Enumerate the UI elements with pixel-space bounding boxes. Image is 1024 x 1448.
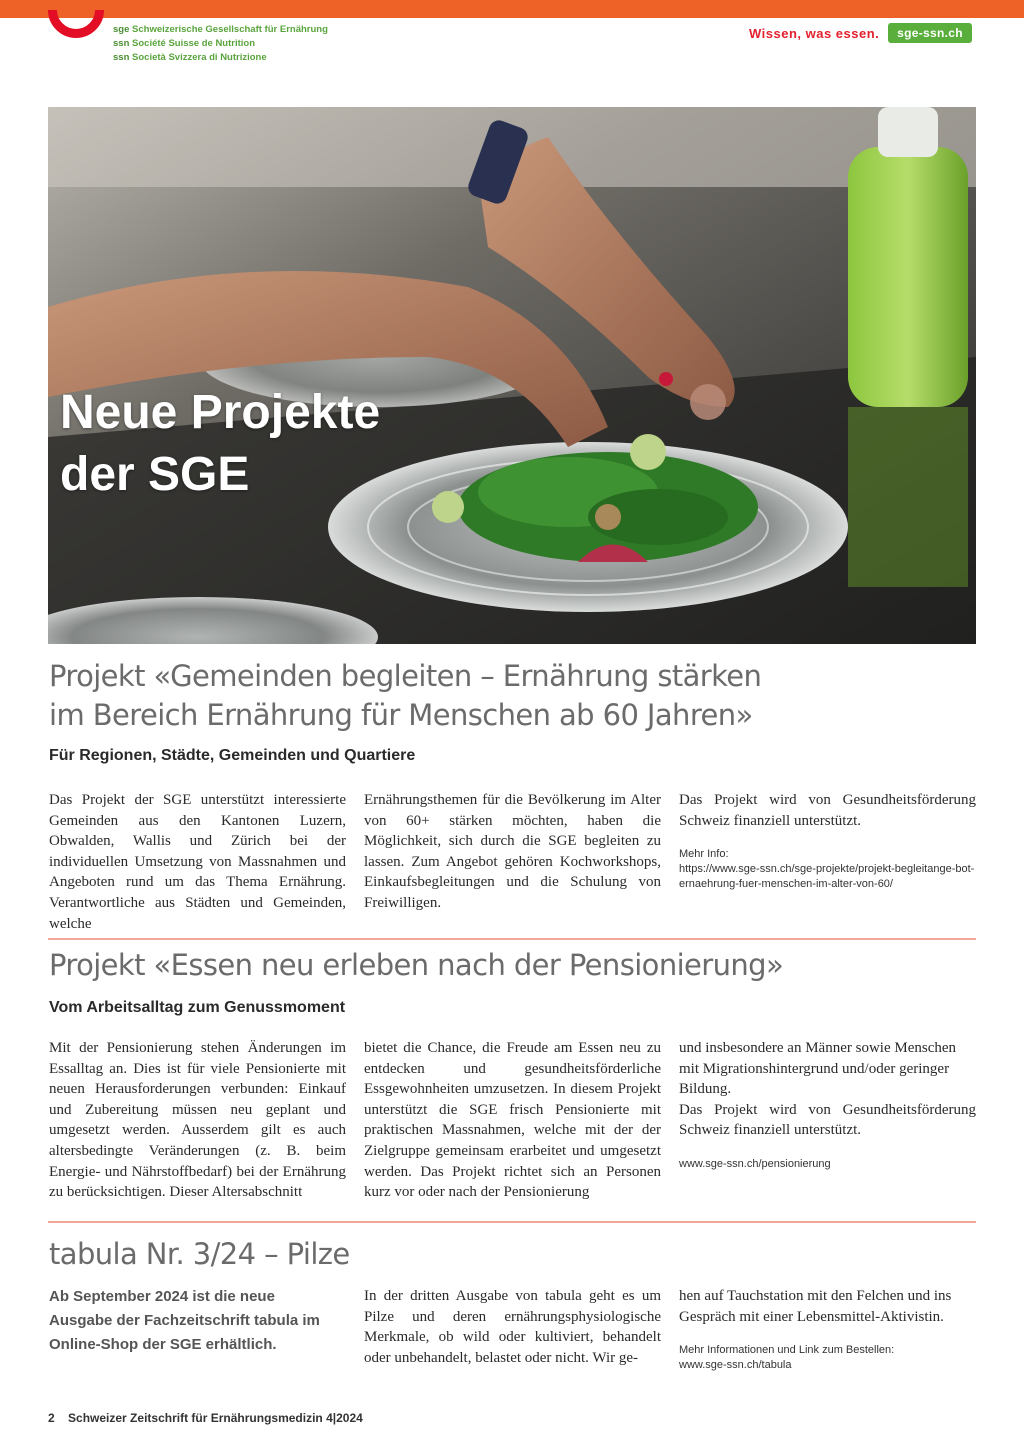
project1-more-info [679, 847, 976, 892]
logo-line: sge Schweizerische Gesellschaft für Ernährung [113, 24, 328, 35]
logo-line: ssn Société Suisse de Nutrition [113, 38, 256, 49]
section-divider [48, 1221, 976, 1223]
more-info-link[interactable]: https://www.sge-ssn.ch/sge-projekte/projekt-begleitange-bot-ernaehrung-fuer-menschen-im-alter-von-60/ [679, 863, 975, 891]
section-divider [48, 938, 976, 940]
page-number: 2 [48, 1411, 55, 1425]
project1-title-line: im Bereich Ernährung für Menschen ab 60 Jahren» [49, 698, 753, 732]
hero-title-line: Neue Projekte [60, 386, 381, 439]
website-badge[interactable]: sge-ssn.ch [888, 23, 972, 43]
sge-logo-icon [48, 10, 104, 52]
tagline: Wissen, was essen. [749, 26, 880, 41]
tabula-more-info [679, 1343, 976, 1373]
project1-subtitle: Für Regionen, Städte, Gemeinden und Quartiere [49, 747, 416, 764]
hero-title [60, 382, 480, 506]
top-color-bar [0, 0, 1024, 18]
project1-title [49, 657, 761, 735]
project2-title: Projekt «Essen neu erleben nach der Pensionierung» [49, 948, 784, 982]
tabula-link[interactable]: www.sge-ssn.ch/tabula [679, 1359, 792, 1372]
tabula-title: tabula Nr. 3/24 – Pilze [49, 1237, 350, 1271]
project2-link[interactable]: www.sge-ssn.ch/pensionierung [679, 1157, 831, 1170]
project2-funding-text: Das Projekt wird von Gesundheitsförderung Schweiz finanziell unterstützt. [679, 1101, 976, 1139]
tabula-lead: Ab September 2024 ist die neue Ausgabe der Fachzeitschrift tabula im Online-Shop der SGE erhältlich. [49, 1288, 320, 1353]
project2-subtitle: Vom Arbeitsalltag zum Genussmoment [49, 999, 346, 1016]
hero-image [48, 107, 976, 644]
hero-photo-illustration [48, 107, 976, 644]
project2-column-3 [679, 1038, 976, 1172]
more-info-label: Mehr Info: [679, 848, 729, 861]
project2-target-text: und insbesondere an Männer sowie Menschen mit Migrationshintergrund und/oder geringer Bildung. [679, 1040, 957, 1098]
tabula-more-info-label: Mehr Informationen und Link zum Bestellen: [679, 1344, 895, 1357]
project1-title-line: Projekt «Gemeinden begleiten – Ernährung stärken [49, 659, 762, 693]
project1-funding-text: Das Projekt wird von Gesundheitsförderung Schweiz finanziell unterstützt. [679, 792, 976, 829]
project1-column-2: Ernährungsthemen für die Bevölkerung im Alter von 60+ stärken möchten, haben die Möglichkeit, sich durch die SGE begleiten zu lassen. Zum Angebot gehören Kochworkshops, Einkaufsbegleitungen und die Schulung von Freiwilligen. [364, 792, 661, 911]
hero-title-line: der SGE [60, 448, 250, 501]
tabula-column-3 [679, 1286, 976, 1373]
tabula-column-2: In der dritten Ausgabe von tabula geht es um Pilze und deren ernährungsphysiologische Merkmale, ob wild oder kultiviert, behandelt oder unbehandelt, belastet oder nicht. Wir ge- [364, 1288, 661, 1366]
project1-column-1: Das Projekt der SGE unterstützt interessierte Gemeinden aus den Kantonen Luzern, Obwalden, Wallis und Zürich bei der individuellen Umsetzung von Massnahmen und Angeboten rund um das Thema Ernährung. Verantwortliche aus Städten und Gemeinden, welche [49, 792, 346, 932]
tabula-column-3-text: hen auf Tauchstation mit den Felchen und ins Gespräch mit einer Lebensmittel-Aktivistin. [679, 1288, 952, 1325]
page-footer [48, 1411, 363, 1425]
logo-line: ssn Società Svizzera di Nutrizione [113, 52, 267, 63]
journal-name: Schweizer Zeitschrift für Ernährungsmedizin 4|2024 [68, 1411, 363, 1425]
project1-column-3 [679, 790, 976, 892]
project2-column-2: bietet die Chance, die Freude am Essen neu zu entdecken und gesundheitsförderliche Essgewohnheiten umzusetzen. In diesem Projekt unterstützt die SGE frisch Pensionierte mit praktischen Massnahmen, welche mit der der Zielgruppe gemeinsam erarbeitet und umgesetzt werden. Das Projekt richtet sich an Personen kurz vor oder nach der Pensionierung [364, 1040, 661, 1201]
logo-text [113, 23, 328, 65]
project2-column-1: Mit der Pensionierung stehen Änderungen im Essalltag an. Dies ist für viele Pensionierte mit neuen Herausforderungen verbunden: Einkauf und Zubereitung müssen neu geplant und umgesetzt werden. Ausserdem gilt es auch altersbedingte Veränderungen (z. B. beim Energie- und Nährstoffbedarf) bei der Ernährung zu berücksichtigen. Dieser Altersabschnitt [49, 1040, 346, 1201]
